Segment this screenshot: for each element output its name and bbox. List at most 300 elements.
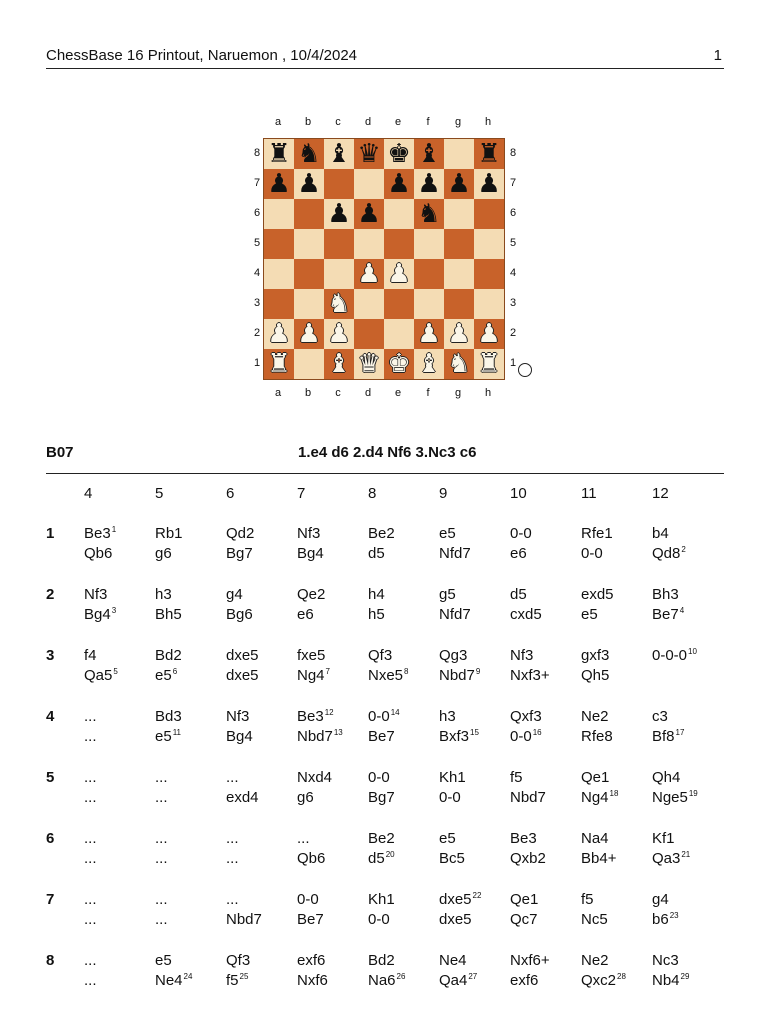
white-move-text: Nxf6+	[510, 952, 550, 969]
black-move	[226, 789, 259, 806]
black-move-text: Qb6	[84, 545, 113, 562]
black-move-text: Ng4	[581, 789, 609, 806]
black-move-text: Nge5	[652, 789, 688, 806]
white-move-text: Ne2	[581, 952, 609, 969]
move-number-header: 11	[581, 485, 597, 502]
white-move	[510, 647, 533, 664]
file-label: a	[274, 116, 282, 128]
footnote-marker: 20	[385, 850, 395, 859]
white-move-text: Nf3	[510, 647, 534, 664]
move-number-header: 4	[84, 485, 93, 502]
white-knight-icon: ♞	[327, 289, 351, 319]
black-move-text: Bh5	[155, 606, 182, 623]
white-move-text: Be2	[368, 830, 395, 847]
white-move	[652, 525, 669, 542]
rank-label: 6	[253, 207, 261, 219]
black-move	[84, 789, 97, 806]
footnote-marker: 14	[390, 708, 400, 717]
white-move-text: f5	[510, 769, 523, 786]
footnote-marker: 2	[681, 545, 686, 554]
footnote-marker: 16	[532, 728, 542, 737]
footnote-marker: 18	[609, 789, 619, 798]
black-move-text: Bg7	[226, 545, 253, 562]
black-move	[155, 545, 172, 562]
white-move	[368, 891, 395, 908]
white-move-text: Qe2	[297, 586, 326, 603]
white-move-text: e5	[439, 830, 456, 847]
black-move-text: b6	[652, 911, 669, 928]
black-move	[510, 545, 527, 562]
footnote-marker: 15	[470, 728, 479, 737]
rank-label: 4	[253, 267, 261, 279]
white-move	[155, 952, 172, 969]
white-move-text: exd5	[581, 586, 614, 603]
white-pawn-icon: ♟	[447, 319, 471, 349]
footnote-marker: 9	[475, 667, 481, 676]
white-move-text: ...	[84, 708, 97, 725]
white-move-text: Nf3	[226, 708, 250, 725]
black-move-text: Ne4	[155, 972, 183, 989]
black-queen-icon: ♛	[357, 139, 381, 169]
footnote-marker: 12	[324, 708, 334, 717]
white-move	[368, 769, 390, 786]
black-move-text: Qxc2	[581, 972, 617, 989]
rank-label: 3	[509, 297, 517, 309]
black-move-text: Nxf6	[297, 972, 328, 989]
move-number-header: 10	[510, 485, 527, 502]
white-king-icon: ♚	[387, 349, 411, 379]
black-move-text: Be7	[297, 911, 324, 928]
white-move-text: f5	[581, 891, 594, 908]
black-move-text: 0-0	[368, 911, 390, 928]
black-move-text: Nbd7	[439, 667, 475, 684]
black-move-text: ...	[84, 911, 97, 928]
white-move-text: ...	[226, 769, 239, 786]
black-move-text: 0-0	[439, 789, 461, 806]
black-move	[297, 972, 328, 989]
black-move-text: ...	[84, 972, 97, 989]
white-move	[226, 769, 239, 786]
black-move	[652, 972, 689, 989]
black-knight-icon: ♞	[417, 199, 441, 229]
black-rook-icon: ♜	[267, 139, 291, 169]
black-move	[226, 667, 259, 684]
white-move-text: 0-0	[368, 769, 390, 786]
black-move-text: ...	[155, 911, 168, 928]
rank-label: 5	[253, 237, 261, 249]
white-move-text: Qh4	[652, 769, 681, 786]
white-move-text: h3	[155, 586, 172, 603]
black-move-text: Bxf3	[439, 728, 470, 745]
white-move	[226, 525, 254, 542]
white-move-text: Rfe1	[581, 525, 613, 542]
white-move	[297, 647, 325, 664]
white-move-text: ...	[84, 952, 97, 969]
white-move-text: f4	[84, 647, 97, 664]
black-move	[510, 789, 546, 806]
black-pawn-icon: ♟	[327, 199, 351, 229]
white-move	[297, 830, 310, 847]
black-move	[368, 606, 385, 623]
white-move-text: gxf3	[581, 647, 610, 664]
footnote-marker: 11	[172, 728, 181, 737]
white-move	[510, 525, 532, 542]
white-move-text: Ne2	[581, 708, 609, 725]
black-knight-icon: ♞	[297, 139, 321, 169]
black-move-text: e6	[297, 606, 314, 623]
black-move	[581, 728, 613, 745]
white-move	[226, 708, 249, 725]
footnote-marker: 26	[396, 972, 406, 981]
white-move	[581, 830, 609, 847]
white-move	[297, 769, 332, 786]
white-knight-icon: ♞	[447, 349, 471, 379]
black-move-text: 0-0	[581, 545, 603, 562]
file-label: h	[484, 116, 492, 128]
white-move	[84, 708, 97, 725]
white-move	[652, 830, 675, 847]
white-move	[439, 525, 456, 542]
black-move-text: e5	[581, 606, 598, 623]
white-move	[510, 830, 537, 847]
white-move	[84, 830, 97, 847]
black-move	[652, 728, 684, 745]
file-label: c	[335, 387, 341, 399]
white-move-text: ...	[155, 769, 168, 786]
footnote-marker: 10	[688, 647, 697, 656]
black-move	[368, 667, 408, 684]
rank-label: 4	[509, 267, 517, 279]
white-move	[368, 952, 395, 969]
footnote-marker: 5	[113, 667, 118, 676]
file-label: h	[484, 387, 492, 399]
black-move	[652, 911, 679, 928]
white-move	[368, 647, 392, 664]
black-pawn-icon: ♟	[267, 169, 291, 199]
rank-label: 2	[253, 327, 261, 339]
rank-label: 7	[253, 177, 261, 189]
file-label: c	[335, 116, 341, 128]
white-move-text: ...	[155, 830, 168, 847]
black-move	[368, 850, 395, 867]
black-move	[84, 606, 116, 623]
white-move-text: Nxd4	[297, 769, 333, 786]
black-move-text: Qc7	[510, 911, 538, 928]
white-move	[297, 708, 334, 725]
black-move-text: ...	[155, 789, 168, 806]
white-move	[652, 647, 697, 664]
white-move-text: 0-0	[368, 708, 390, 725]
footnote-marker: 29	[680, 972, 690, 981]
black-move	[652, 850, 690, 867]
footnote-marker: 24	[183, 972, 193, 981]
white-pawn-icon: ♟	[297, 319, 321, 349]
footnote-marker: 17	[675, 728, 685, 737]
black-move-text: ...	[84, 728, 97, 745]
white-move	[510, 891, 538, 908]
black-move	[297, 911, 324, 928]
black-move-text: Bb4+	[581, 850, 617, 867]
black-move	[84, 545, 112, 562]
black-move-text: Be7	[652, 606, 679, 623]
white-move	[439, 769, 466, 786]
black-move-text: Nc5	[581, 911, 608, 928]
white-move	[652, 586, 679, 603]
white-move	[155, 769, 168, 786]
variation-number: 5	[46, 769, 55, 786]
white-move	[84, 769, 97, 786]
black-move	[155, 728, 181, 745]
white-move	[439, 891, 481, 908]
black-move	[297, 789, 314, 806]
footnote-marker: 13	[333, 728, 343, 737]
file-label: a	[274, 387, 282, 399]
white-pawn-icon: ♟	[327, 319, 351, 349]
white-move-text: g4	[652, 891, 669, 908]
file-label: b	[304, 387, 312, 399]
black-move	[297, 545, 324, 562]
white-move-text: exf6	[297, 952, 326, 969]
white-move-text: Qe1	[581, 769, 610, 786]
black-move	[652, 606, 684, 623]
white-move-text: Be3	[84, 525, 111, 542]
black-move-text: ...	[84, 850, 97, 867]
black-move	[581, 850, 616, 867]
black-move	[510, 972, 538, 989]
file-label: b	[304, 116, 312, 128]
black-move-text: e5	[155, 728, 172, 745]
black-move	[226, 911, 262, 928]
move-number-header: 5	[155, 485, 164, 502]
black-move-text: Ng4	[297, 667, 325, 684]
black-move	[439, 972, 477, 989]
black-move	[510, 667, 550, 684]
black-move-text: Qa4	[439, 972, 468, 989]
white-move-text: fxe5	[297, 647, 326, 664]
black-move-text: dxe5	[226, 667, 259, 684]
white-move	[368, 525, 395, 542]
white-bishop-icon: ♝	[327, 349, 351, 379]
white-move-text: Qf3	[368, 647, 393, 664]
white-move-text: g4	[226, 586, 243, 603]
white-move-text: Qd2	[226, 525, 255, 542]
black-move	[155, 789, 168, 806]
footnote-marker: 1	[111, 525, 117, 534]
white-move	[226, 586, 243, 603]
file-label: g	[454, 116, 462, 128]
file-label: f	[426, 387, 430, 399]
black-move-text: Nbd7	[226, 911, 262, 928]
black-move-text: Be7	[368, 728, 395, 745]
black-move	[439, 911, 472, 928]
black-move	[155, 972, 192, 989]
variation-number: 8	[46, 952, 55, 969]
file-label: g	[454, 387, 462, 399]
white-move	[84, 525, 116, 542]
black-move-text: Nxf3+	[510, 667, 550, 684]
white-move	[652, 708, 668, 725]
black-pawn-icon: ♟	[477, 169, 501, 199]
white-move-text: Be2	[368, 525, 395, 542]
black-move	[439, 850, 465, 867]
white-move-text: Be3	[297, 708, 324, 725]
white-move-text: ...	[297, 830, 310, 847]
black-move	[510, 850, 546, 867]
black-move-text: Bg7	[368, 789, 395, 806]
white-move-text: e5	[439, 525, 456, 542]
black-move	[297, 850, 325, 867]
white-move-text: Nf3	[84, 586, 108, 603]
white-move-text: Na4	[581, 830, 609, 847]
white-move	[652, 891, 669, 908]
white-move-text: ...	[84, 769, 97, 786]
rank-label: 6	[509, 207, 517, 219]
white-queen-icon: ♛	[357, 349, 381, 379]
rank-label: 1	[253, 357, 261, 369]
white-move	[439, 952, 467, 969]
white-move-text: ...	[226, 891, 239, 908]
black-move	[439, 606, 471, 623]
black-move	[581, 789, 618, 806]
white-move-text: e5	[155, 952, 172, 969]
white-move	[439, 586, 456, 603]
black-move	[297, 728, 343, 745]
white-move	[84, 891, 97, 908]
footnote-marker: 6	[172, 667, 178, 676]
white-move-text: 0-0-0	[652, 647, 688, 664]
white-move	[368, 830, 395, 847]
white-move-text: h4	[368, 586, 385, 603]
footnote-marker: 4	[679, 606, 685, 615]
page-number: 1	[713, 47, 722, 64]
black-move-text: Rfe8	[581, 728, 613, 745]
white-move	[155, 525, 183, 542]
black-move	[155, 911, 168, 928]
white-rook-icon: ♜	[477, 349, 501, 379]
white-move	[84, 952, 97, 969]
black-move	[226, 606, 253, 623]
black-move	[439, 545, 471, 562]
white-move-text: Kh1	[439, 769, 466, 786]
black-move-text: ...	[226, 850, 239, 867]
file-label: d	[364, 116, 372, 128]
black-move-text: Qa5	[84, 667, 113, 684]
black-move-text: d5	[368, 850, 385, 867]
white-move	[439, 830, 456, 847]
black-move-text: d5	[368, 545, 385, 562]
footnote-marker: 8	[404, 667, 409, 676]
footnote-marker: 19	[688, 789, 698, 798]
white-move	[652, 952, 679, 969]
rank-label: 7	[509, 177, 517, 189]
white-move	[368, 586, 385, 603]
black-move-text: h5	[368, 606, 385, 623]
rank-label: 5	[509, 237, 517, 249]
black-move-text: e5	[155, 667, 172, 684]
rank-label: 1	[509, 357, 517, 369]
white-move-text: ...	[84, 830, 97, 847]
white-move	[155, 891, 168, 908]
white-move-text: dxe5	[439, 891, 472, 908]
white-move	[581, 586, 614, 603]
white-pawn-icon: ♟	[417, 319, 441, 349]
black-move	[652, 789, 698, 806]
move-number-header: 6	[226, 485, 235, 502]
white-move	[581, 647, 609, 664]
white-move	[510, 769, 523, 786]
black-move	[226, 972, 248, 989]
footnote-marker: 3	[111, 606, 117, 615]
black-move-text: Bg4	[84, 606, 111, 623]
white-move-text: Bd2	[368, 952, 395, 969]
black-pawn-icon: ♟	[417, 169, 441, 199]
white-move	[155, 586, 172, 603]
white-move-text: Qf3	[226, 952, 251, 969]
black-move-text: Bf8	[652, 728, 675, 745]
white-move	[439, 647, 467, 664]
white-move	[652, 769, 680, 786]
white-move	[226, 891, 239, 908]
black-move	[297, 606, 314, 623]
file-label: f	[426, 116, 430, 128]
white-pawn-icon: ♟	[267, 319, 291, 349]
white-move-text: g5	[439, 586, 456, 603]
footnote-marker: 7	[325, 667, 330, 676]
black-move-text: Bg4	[297, 545, 324, 562]
variation-number: 6	[46, 830, 55, 847]
black-move-text: Qh5	[581, 667, 610, 684]
white-move-text: Bd2	[155, 647, 182, 664]
opening-line: 1.e4 d6 2.d4 Nf6 3.Nc3 c6	[298, 444, 477, 461]
white-move	[297, 525, 320, 542]
variation-number: 3	[46, 647, 55, 664]
black-pawn-icon: ♟	[447, 169, 471, 199]
black-move-text: ...	[84, 789, 97, 806]
black-move	[439, 667, 480, 684]
black-move-text: Nb4	[652, 972, 680, 989]
black-move	[84, 728, 97, 745]
black-move-text: ...	[155, 850, 168, 867]
white-move-text: b4	[652, 525, 669, 542]
black-pawn-icon: ♟	[297, 169, 321, 199]
black-move	[84, 850, 97, 867]
rank-label: 8	[509, 147, 517, 159]
black-move	[439, 789, 461, 806]
black-move	[510, 606, 542, 623]
footnote-marker: 28	[617, 972, 626, 981]
white-move	[581, 891, 594, 908]
variation-number: 2	[46, 586, 55, 603]
black-move-text: 0-0	[510, 728, 532, 745]
white-move-text: dxe5	[226, 647, 259, 664]
black-move	[297, 667, 330, 684]
black-move	[510, 911, 538, 928]
black-move	[439, 728, 479, 745]
header-title: ChessBase 16 Printout, Naruemon , 10/4/2024	[46, 47, 358, 64]
white-move	[226, 952, 250, 969]
white-move-text: Nc3	[652, 952, 679, 969]
black-move	[368, 789, 395, 806]
white-move-text: Bd3	[155, 708, 182, 725]
black-pawn-icon: ♟	[387, 169, 411, 199]
black-move	[368, 911, 390, 928]
black-move	[581, 667, 609, 684]
white-bishop-icon: ♝	[417, 349, 441, 379]
black-bishop-icon: ♝	[417, 139, 441, 169]
footnote-marker: 27	[468, 972, 478, 981]
white-move-text: Qe1	[510, 891, 539, 908]
black-move-text: g6	[297, 789, 314, 806]
